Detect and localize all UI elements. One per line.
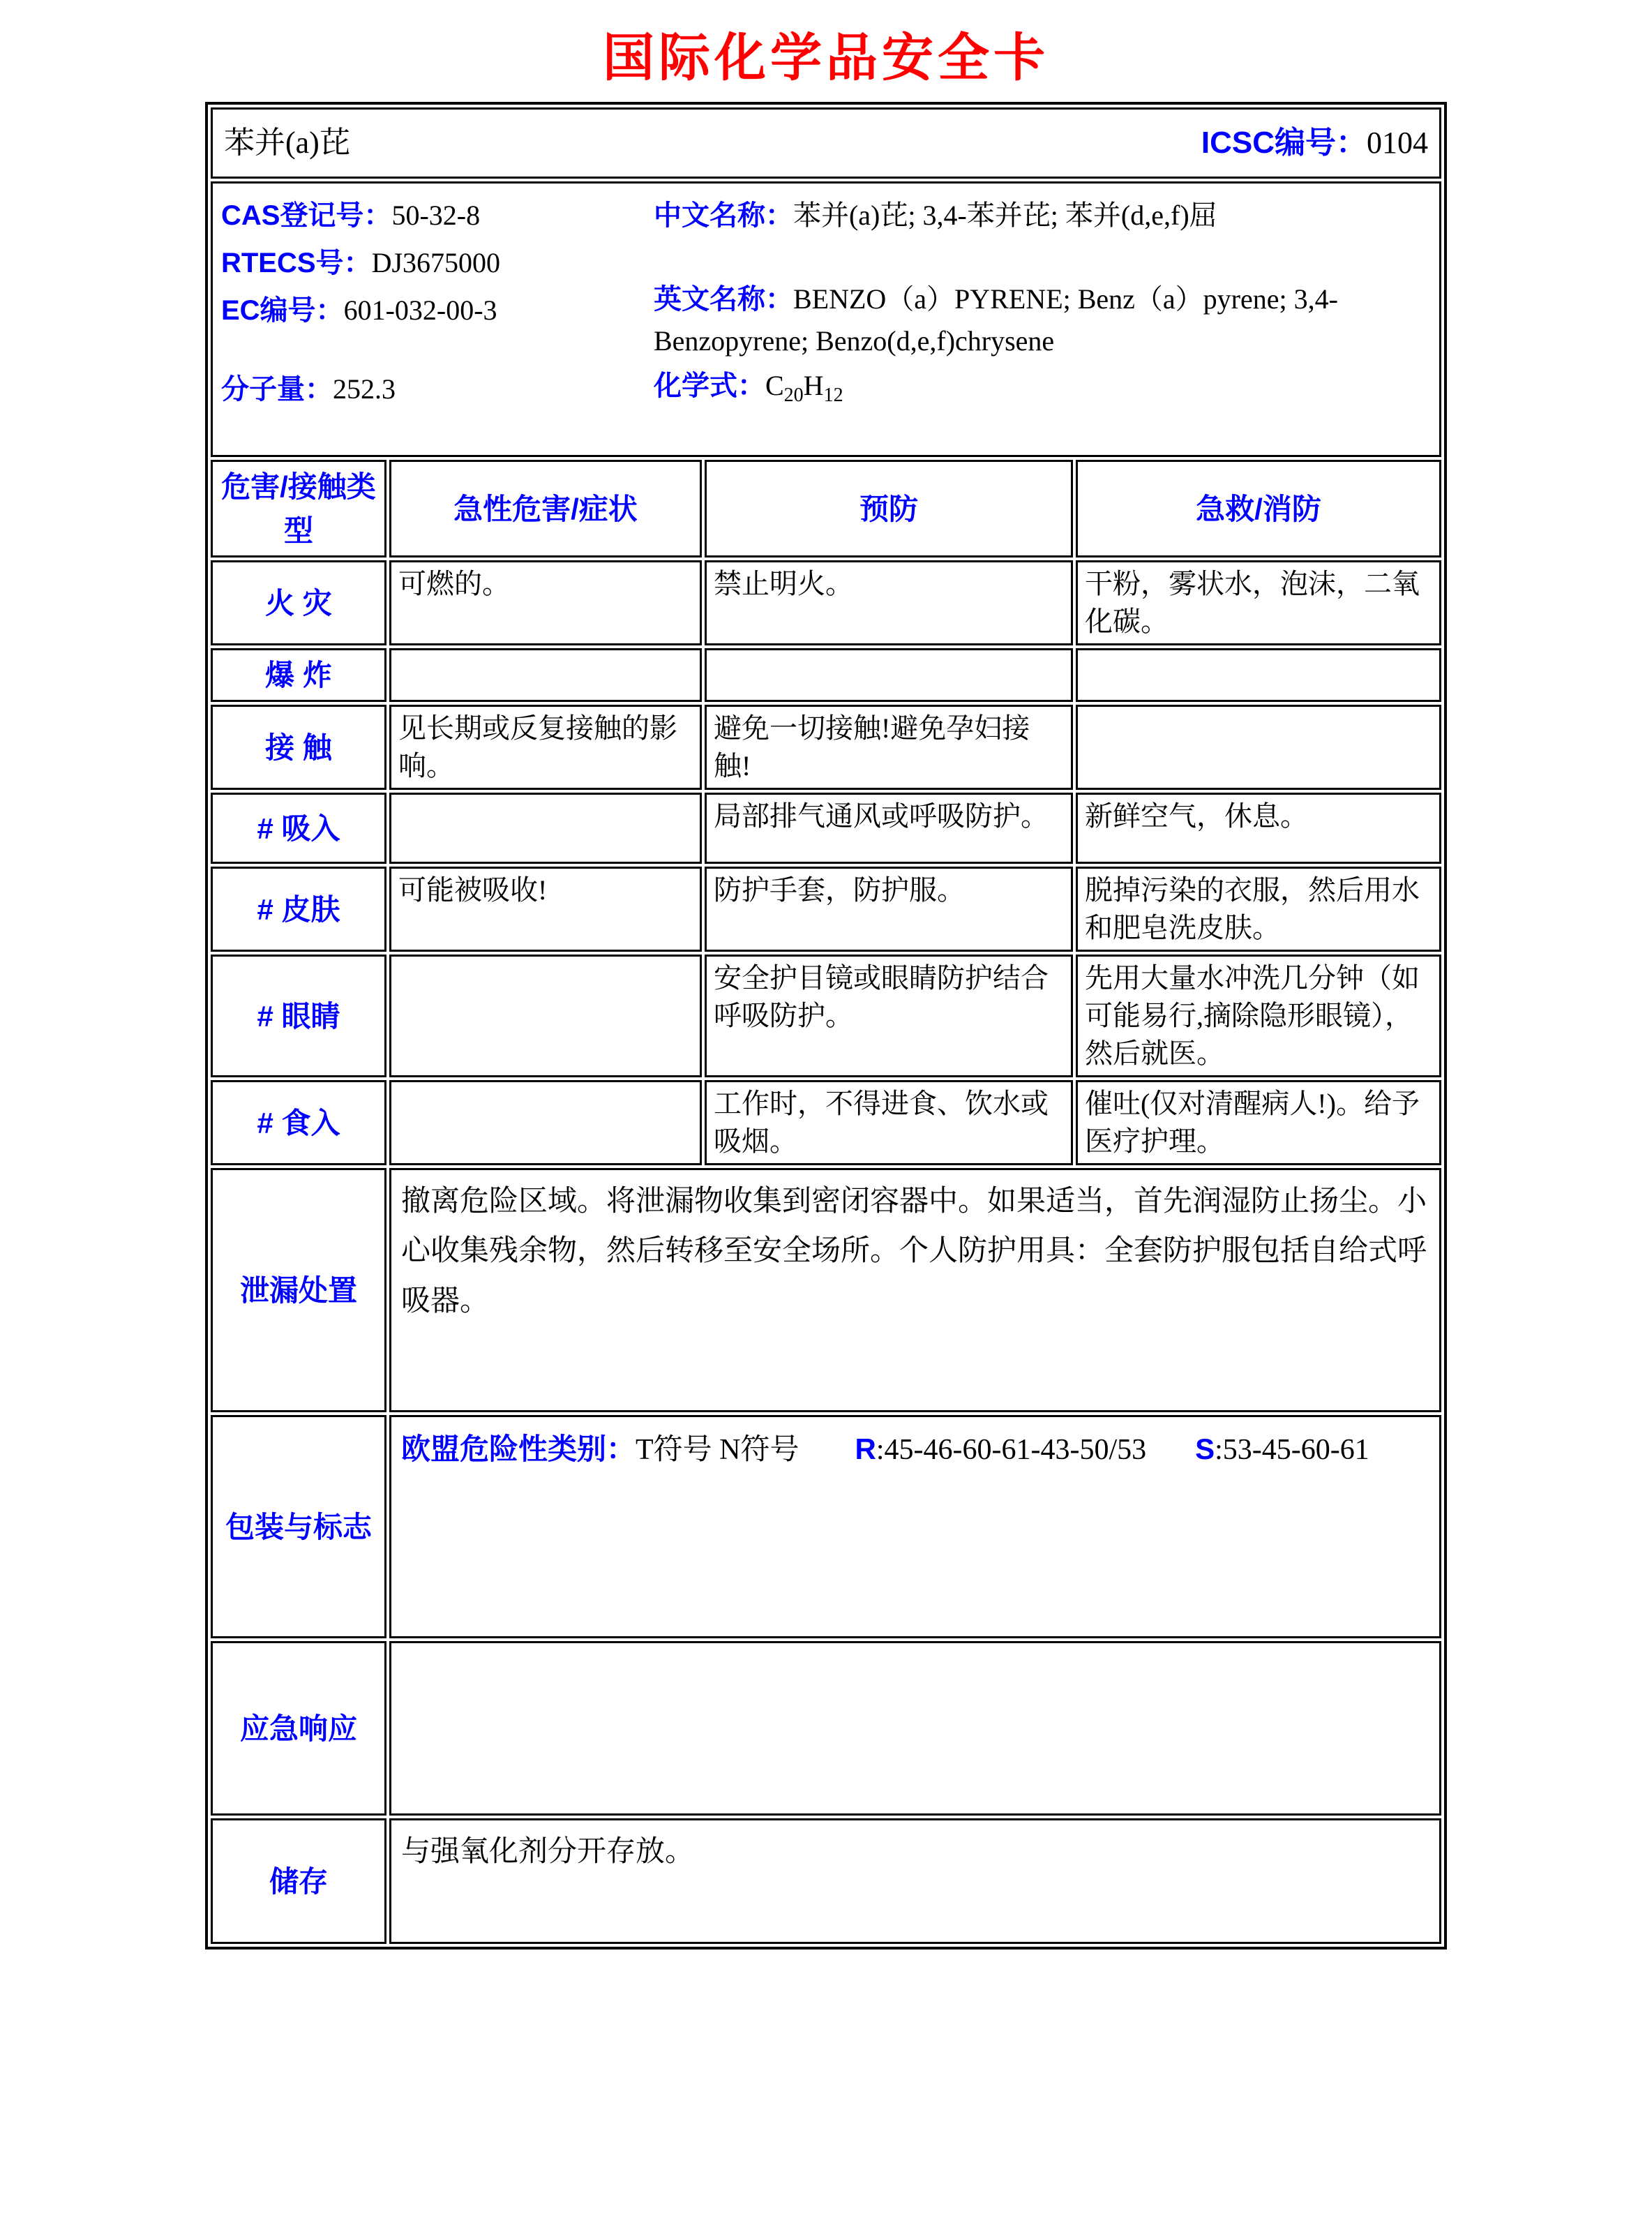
eyes-symptoms <box>389 955 702 1077</box>
cas-label: CAS登记号： <box>220 200 392 231</box>
rtecs-value: DJ3675000 <box>371 247 501 278</box>
row-inhalation <box>211 793 1441 864</box>
inhalation-label: # 吸入 <box>211 793 386 864</box>
chemical-name: 苯并(a)芘 <box>223 126 350 160</box>
hazard-header-row <box>211 460 1441 558</box>
cn-name-value: 苯并(a)芘; 3,4-苯并芘; 苯并(d,e,f)屈 <box>793 200 1217 231</box>
card-header-row <box>211 107 1441 179</box>
storage-content: 与强氧化剂分开存放。 <box>389 1818 1441 1944</box>
rtecs-line <box>221 242 654 284</box>
skin-label: # 皮肤 <box>211 867 386 952</box>
inhalation-prevention: 局部排气通风或呼吸防护。 <box>705 793 1073 864</box>
r-phrase-value: :45-46-60-61-43-50/53 <box>876 1434 1147 1466</box>
packaging-content <box>389 1415 1441 1638</box>
emergency-label: 应急响应 <box>211 1641 386 1816</box>
eyes-response: 先用大量水冲洗几分钟（如可能易行,摘除隐形眼镜），然后就医。 <box>1076 955 1441 1077</box>
storage-label: 储存 <box>211 1818 386 1944</box>
hazard-header-type: 危害/接触类型 <box>211 460 386 558</box>
formula-value <box>765 370 843 406</box>
exposure-symptoms: 见长期或反复接触的影响。 <box>389 705 702 790</box>
icsc-number-group <box>1201 122 1428 163</box>
ingestion-prevention: 工作时，不得进食、饮水或吸烟。 <box>705 1080 1073 1165</box>
hazard-header-prevention: 预防 <box>705 460 1073 558</box>
formula-label: 化学式： <box>653 371 765 401</box>
en-name-value: BENZO（a）PYRENE; Benz（a）pyrene; 3,4-Benzopyrene; Benzo(d,e,f)chrysene <box>653 283 1338 357</box>
r-phrase-label: R <box>855 1432 876 1465</box>
fire-prevention: 禁止明火。 <box>705 560 1073 645</box>
cas-line <box>221 195 654 237</box>
safety-card-table <box>205 102 1447 1950</box>
row-packaging <box>211 1415 1441 1638</box>
ingestion-response: 催吐(仅对清醒病人!)。给予医疗护理。 <box>1076 1080 1441 1165</box>
ec-label: EC编号： <box>220 295 344 326</box>
row-fire <box>211 560 1441 645</box>
eyes-label: # 眼睛 <box>211 955 386 1077</box>
s-phrase-value: :53-45-60-61 <box>1215 1434 1369 1466</box>
packaging-label: 包装与标志 <box>211 1415 386 1638</box>
row-explosion <box>211 648 1441 702</box>
skin-symptoms: 可能被吸收! <box>389 867 702 952</box>
skin-response: 脱掉污染的衣服，然后用水和肥皂洗皮肤。 <box>1076 867 1441 952</box>
icsc-number: 0104 <box>1367 126 1429 160</box>
exposure-label: 接 触 <box>211 705 386 790</box>
card-header-cell <box>211 107 1441 179</box>
mw-label: 分子量： <box>220 374 333 405</box>
formula-c-sub: 20 <box>783 384 804 406</box>
mw-line <box>221 368 654 426</box>
hazard-header-response: 急救/消防 <box>1076 460 1441 558</box>
inhalation-symptoms <box>389 793 702 864</box>
ec-value: 601-032-00-3 <box>343 294 497 326</box>
fire-label: 火 灾 <box>211 560 386 645</box>
card-header <box>220 112 1432 174</box>
identifiers-left <box>221 192 654 428</box>
formula-h-sub: 12 <box>823 384 843 406</box>
explosion-symptoms <box>389 648 702 702</box>
fire-response: 干粉，雾状水，泡沫，二氧化碳。 <box>1076 560 1441 645</box>
row-exposure <box>211 705 1441 790</box>
eu-symbols: T符号 N符号 <box>636 1434 799 1466</box>
icsc-label: ICSC编号： <box>1201 126 1367 160</box>
row-eyes <box>211 955 1441 1077</box>
page-title: 国际化学品安全卡 <box>603 30 1049 87</box>
spill-label: 泄漏处置 <box>211 1168 386 1412</box>
cn-name-label: 中文名称： <box>653 200 793 231</box>
spill-content: 撤离危险区域。将泄漏物收集到密闭容器中。如果适当，首先润湿防止扬尘。小心收集残余物，然后转移至安全场所。个人防护用具：全套防护服包括自给式呼吸器。 <box>389 1168 1441 1412</box>
mw-value: 252.3 <box>332 373 396 405</box>
identifiers-row <box>211 181 1441 457</box>
row-spill <box>211 1168 1441 1412</box>
identifiers-right <box>654 192 1431 428</box>
eyes-prevention: 安全护目镜或眼睛防护结合呼吸防护。 <box>705 955 1073 1077</box>
inhalation-response: 新鲜空气，休息。 <box>1076 793 1441 864</box>
identifiers-cell <box>211 181 1441 457</box>
eu-class-label: 欧盟危险性类别： <box>400 1432 636 1465</box>
skin-prevention: 防护手套，防护服。 <box>705 867 1073 952</box>
ingestion-symptoms <box>389 1080 702 1165</box>
row-ingestion <box>211 1080 1441 1165</box>
row-emergency <box>211 1641 1441 1816</box>
rtecs-label: RTECS号： <box>220 248 372 278</box>
formula-c: C <box>765 370 784 401</box>
explosion-prevention <box>705 648 1073 702</box>
exposure-response <box>1076 705 1441 790</box>
ec-line <box>221 290 654 331</box>
cn-name-line <box>654 195 1431 237</box>
row-storage <box>211 1818 1441 1944</box>
hazard-header-symptoms: 急性危害/症状 <box>389 460 702 558</box>
en-name-label: 英文名称： <box>653 284 793 315</box>
emergency-content <box>389 1641 1441 1816</box>
formula-h: H <box>803 370 824 401</box>
row-skin <box>211 867 1441 952</box>
formula-line <box>654 365 1431 426</box>
en-name-line <box>654 278 1431 362</box>
fire-symptoms: 可燃的。 <box>389 560 702 645</box>
exposure-prevention: 避免一切接触!避免孕妇接触! <box>705 705 1073 790</box>
cas-value: 50-32-8 <box>391 200 481 231</box>
explosion-label: 爆 炸 <box>211 648 386 702</box>
s-phrase-label: S <box>1195 1432 1215 1465</box>
ingestion-label: # 食入 <box>211 1080 386 1165</box>
explosion-response <box>1076 648 1441 702</box>
